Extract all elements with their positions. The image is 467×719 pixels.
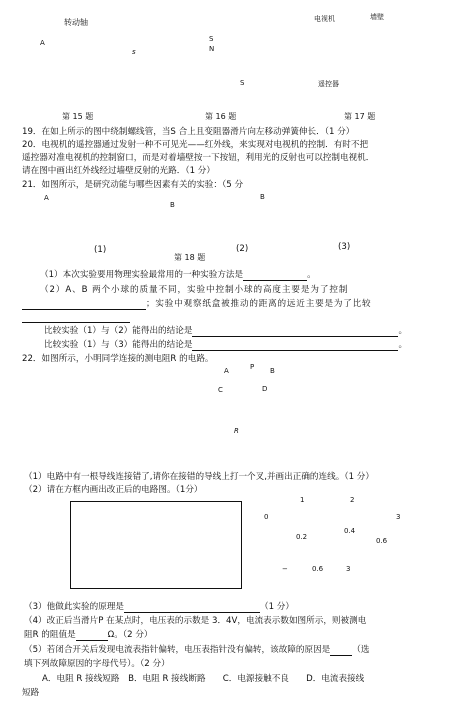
dial-top-1: 1 [300, 496, 305, 504]
fig16-label-switch: S [240, 79, 245, 87]
question-21-title: 21．如图所示，是研究动能与哪些因素有关的实验：（5 分 [22, 180, 244, 190]
question-22-options-end: 短路 [22, 688, 40, 698]
fig15-caption: 第 15 题 [62, 112, 94, 121]
dial-terminal-06: 0.6 [312, 565, 324, 573]
fig18-label-1: (1) [94, 245, 107, 255]
circuit-label-r: R [234, 427, 239, 435]
fig16-label-n: N [209, 45, 215, 53]
q22-part5a-text: （5）若闭合开关后发现电流表指针偏转，电压表指针没有偏转，该故障的原因是 [24, 645, 331, 655]
question-20-line1: 20．电视机的遥控器通过发射一种不可见光——红外线，来实现对电视机的控制．有时不把 [22, 140, 369, 150]
q22-part4b-text: 阻R 的阻值是 [24, 630, 76, 640]
question-21-part2a: （2）A、B 两个小球的质量不同，实验中控制小球的高度主要是为了控制 [40, 285, 349, 295]
question-19: 19．在如上所示的图中绕制螺线管，当S 合上且变阻器滑片向左移动弹簧伸长．（1 分） [22, 127, 355, 137]
fig18-caption: 第 18 题 [174, 253, 206, 262]
fig17-wall-label: 墙壁 [370, 13, 384, 21]
fig18-label-b2: B [260, 193, 265, 201]
question-20-line3: 请在图中画出红外线经过墙壁反射的光路．（1 分） [22, 166, 215, 176]
fig15-axis-label: 转动轴 [64, 18, 88, 27]
fig18-label-3: (3) [338, 242, 351, 252]
fig15-label-s: s [132, 48, 136, 56]
circuit-drawing-box[interactable] [70, 501, 242, 589]
circuit-label-b: B [270, 367, 275, 375]
circuit-label-a: A [224, 367, 229, 375]
dial-mid-06: 0.6 [376, 537, 388, 545]
dial-top-0: 0 [264, 513, 269, 521]
dial-mid-04: 0.4 [344, 527, 356, 535]
circuit-label-c: C [218, 386, 223, 394]
q22-part4-blank[interactable] [76, 640, 108, 641]
dial-top-3: 3 [396, 513, 401, 521]
q21-part1-text: （1）本次实验要用物理实验最常用的一种实验方法是 [40, 270, 244, 280]
question-20-line2: 遥控器对准电视机的控制窗口，而是对着墙壁按一下按钮，利用光的反射也可以控制电视机． [22, 153, 375, 163]
q22-part3-score: （1 分） [260, 602, 294, 612]
fig18-label-2: (2) [236, 244, 249, 254]
q21-part2-blank2[interactable] [22, 322, 130, 323]
fig15-label-a: A [40, 39, 45, 47]
q21-part1-blank[interactable] [243, 280, 307, 281]
circuit-label-d: D [262, 385, 268, 393]
dial-top-2: 2 [350, 496, 355, 504]
dial-terminal-minus: − [282, 565, 288, 573]
question-22-part1: （1）电路中有一根导线连接错了,请你在接错的导线上打一个叉,并画出正确的连线。（1 分） [24, 472, 374, 482]
question-21-part2c [22, 312, 130, 323]
question-22-title: 22．如图所示，小明同学连接的测电阻R 的电路。 [22, 354, 214, 364]
question-22-part4a: （4）改正后当滑片P 在某点时，电压表的示数是 3．4V，电流表示数如图所示，则被测电 [24, 616, 367, 626]
q21-part4-text: 比较实验（1）与（3）能得出的结论是 [44, 340, 193, 350]
fig16-label-s-top: S [209, 35, 214, 43]
q21-part2b-text: ；实验中观察纸盒被推动的距离的远近主要是为了比较 [146, 299, 372, 309]
fig16-caption: 第 16 题 [205, 112, 237, 121]
dial-terminal-3: 3 [346, 565, 351, 573]
dial-mid-02: 0.2 [296, 533, 308, 541]
fig17-remote-label: 遥控器 [318, 80, 339, 88]
question-22-options: A．电阻 R 接线短路 B．电阻 R 接线断路 C．电源接触不良 D．电流表接线 [42, 674, 365, 684]
q22-part3-text: （3）他做此实验的原理是 [24, 602, 124, 612]
question-22-part5a [24, 645, 369, 656]
q22-part4b-unit: Ω。（2 分） [107, 630, 153, 640]
fig17-tv-label: 电视机 [314, 15, 335, 23]
fig18-label-b: B [170, 201, 175, 209]
question-21-part1: （1）本次实验要用物理实验最常用的一种实验方法是 。 [40, 270, 316, 280]
question-21-part3: 比较实验（1）与（2）能得出的结论是 。 [44, 326, 408, 336]
question-22-part2: （2）请在方框内画出改正后的电路图。（1分） [24, 485, 203, 495]
question-21-part4: 比较实验（1）与（3）能得出的结论是 。 [44, 340, 408, 350]
q22-part3-blank[interactable] [124, 612, 260, 613]
question-22-part5b: 填下列故障原因的字母代号）。（2 分） [24, 659, 170, 669]
q21-part4-blank[interactable] [192, 350, 398, 351]
q22-part5a-end: （选 [352, 645, 370, 655]
question-21-part2b [22, 299, 371, 310]
q21-part3-blank[interactable] [192, 336, 398, 337]
q21-part2-blank1[interactable] [22, 309, 146, 310]
circuit-label-p: P [250, 363, 255, 371]
q22-part5-blank[interactable] [330, 655, 352, 656]
question-22-part3 [24, 602, 294, 613]
q21-part3-text: 比较实验（1）与（2）能得出的结论是 [44, 326, 193, 336]
fig18-label-a: A [44, 194, 49, 202]
fig17-caption: 第 17 题 [344, 112, 376, 121]
question-22-part4b [24, 630, 153, 641]
